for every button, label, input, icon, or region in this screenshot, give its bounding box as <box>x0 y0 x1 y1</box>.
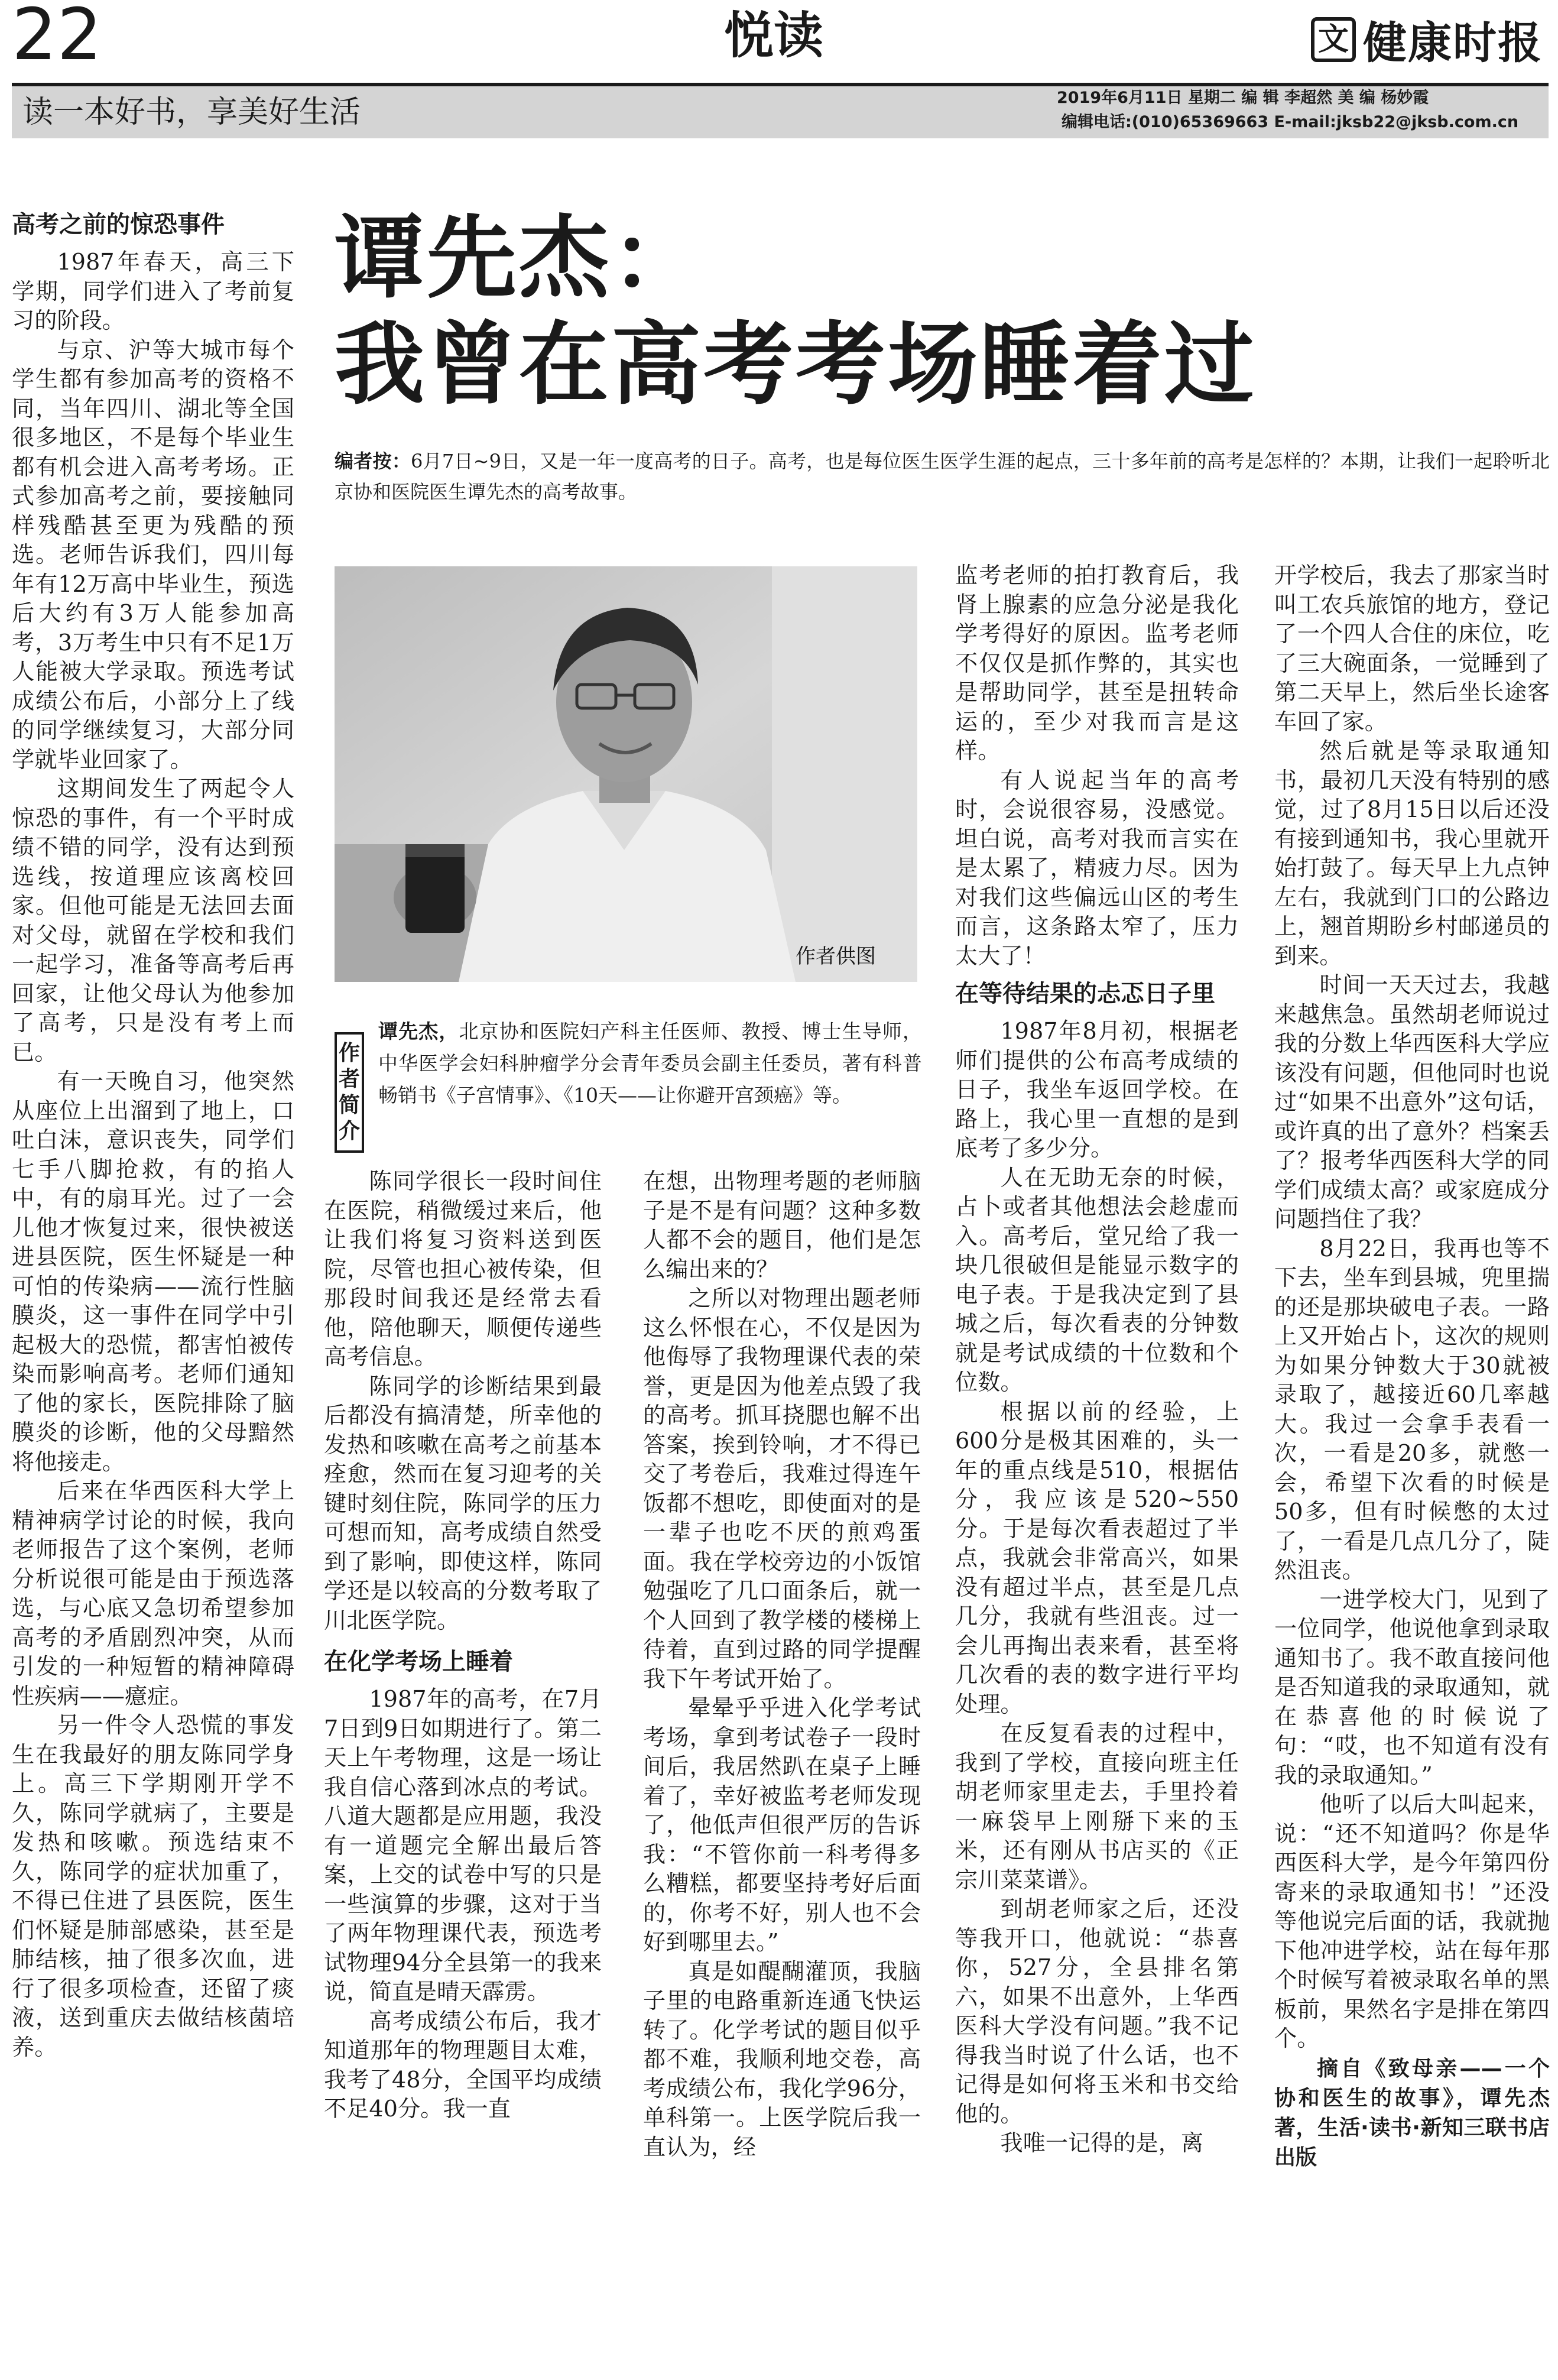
logo-mark-icon: 文 <box>1311 17 1356 62</box>
author-photo <box>335 566 917 982</box>
author-intro-label: 作者简介 <box>335 1032 364 1153</box>
subheading-2: 在化学考场上睡着 <box>324 1648 513 1675</box>
photo-credit: 作者供图 <box>796 945 876 968</box>
paragraph: 然后就是等录取通知书，最初几天没有特别的感觉，过了8月15日以后还没有接到通知书，我心里就开始打鼓了。每天早上九点钟左右，我就到门口的公路边上，翘首期盼乡村邮递员的到来。 <box>1274 738 1550 969</box>
source-note: 摘自《致母亲——一个协和医生的故事》，谭先杰著，生活·读书·新知三联书店出版 <box>1274 2056 1550 2170</box>
column-2 <box>324 1168 602 2125</box>
headline-line-2: 我曾在高考考场睡着过 <box>335 311 1257 417</box>
paragraph: 1987年8月初，根据老师们提供的公布高考成绩的日子，我坐车返回学校。在路上，我心里一直想的是到底考了多少分。 <box>955 1019 1239 1162</box>
column-3 <box>643 1168 921 2162</box>
paragraph: 人在无助无奈的时候，占卜或者其他想法会趁虚而入。高考后，堂兄给了我一块几很破但是能显示数字的电子表。于是我决定到了县城之后，每次看表的分钟数就是考试成绩的十位数和个位数。 <box>955 1165 1239 1396</box>
paragraph: 有一天晚自习，他突然从座位上出溜到了地上，口吐白沫，意识丧失，同学们七手八脚抢救，有的掐人中，有的扇耳光。过了一会儿他才恢复过来，很快被送进县医院，医生怀疑是一种可怕的传染病——流行性脑膜炎，这一事件在同学中引起极大的恐慌，都害怕被传染而影响高考。老师们通知了他的家长，医院排除了脑膜炎的诊断，他的父母黯然将他接走。 <box>12 1069 294 1476</box>
paragraph: 一进学校大门，见到了一位同学，他说他拿到录取通知书了。我不敢直接问他是否知道我的录取通知，就在恭喜他的时候说了句：“哎，也不知道有没有我的录取通知。” <box>1274 1587 1550 1789</box>
editor-note-label: 编者按： <box>335 450 411 472</box>
paragraph-continuation: 监考老师的拍打教育后，我肾上腺素的应急分泌是我化学考得好的原因。监考老师不仅仅是抓作弊的，其实也是帮助同学，甚至是扭转命运的，至少对我而言是这样。 <box>955 563 1239 764</box>
paragraph: 这期间发生了两起令人惊恐的事件，有一个平时成绩不错的同学，没有达到预选线，按道理应该离校回家。但他可能是无法回去面对父母，就留在学校和我们一起学习，准备等高考后再回家，让他父母认为他参加了高考，只是没有考上而已。 <box>12 776 294 1066</box>
author-portrait-illustration <box>335 566 917 982</box>
paragraph: 8月22日，我再也等不下去，坐车到县城，兜里揣的还是那块破电子表。一路上又开始占卜，这次的规则为如果分钟数大于30就被录取了，越接近60几率越大。我过一会拿手表看一次，一看是20多，就憋一会，希望下次看的时候是50多，但有时候憋的太过了，一看是几点几分了，陡然沮丧。 <box>1274 1236 1550 1584</box>
paragraph: 时间一天天过去，我越来越焦急。虽然胡老师说过我的分数上华西医科大学应该没有问题，但他同时也说过“如果不出意外”这句话，或许真的出了意外？档案丢了？报考华西医科大学的同学们成绩太高？或家庭成分问题挡住了我？ <box>1274 972 1550 1233</box>
paragraph-continuation: 开学校后，我去了那家当时叫工农兵旅馆的地方，登记了一个四人合住的床位，吃了三大碗面条，一觉睡到了第二天早上，然后坐长途客车回了家。 <box>1274 563 1550 735</box>
headline-line-1: 谭先杰： <box>335 205 703 310</box>
paragraph: 另一件令人恐慌的事发生在我最好的朋友陈同学身上。高三下学期刚开学不久，陈同学就病了，主要是发热和咳嗽。预选结束不久，陈同学的症状加重了，不得已住进了县医院，医生们怀疑是肺部感染，甚至是肺结核，抽了很多次血，进行了很多项检查，还留了痰液，送到重庆去做结核菌培养。 <box>12 1713 294 2061</box>
paragraph: 后来在华西医科大学上精神病学讨论的时候，我向老师报告了这个案例，老师分析说很可能是由于预选落选，与心底又急切希望参加高考的矛盾剧烈冲突，从而引发的一种短暂的精神障碍性疾病——癔症。 <box>12 1478 294 1710</box>
paragraph: 1987年的高考，在7月7日到9日如期进行了。第二天上午考物理，这是一场让我自信心落到冰点的考试。八道大题都是应用题，我没有一道题完全解出最后答案，上交的试卷中写的只是一些演算的步骤，这对于当了两年物理课代表，预选考试物理94分全县第一的我来说，简直是晴天霹雳。 <box>324 1687 602 2005</box>
slogan: 读一本好书，享美好生活 <box>22 95 361 130</box>
paragraph: 有人说起当年的高考时，会说很容易，没感觉。坦白说，高考对我而言实在是太累了，精疲力尽。因为对我们这些偏远山区的考生而言，这条路太窄了，压力太大了！ <box>955 767 1239 969</box>
date-editor-line: 2019年6月11日 星期二 编 辑 李超然 美 编 杨妙霞 <box>1057 89 1429 107</box>
subheading-1: 高考之前的惊恐事件 <box>12 211 225 238</box>
column-5 <box>1274 562 1550 2173</box>
paragraph: 晕晕乎乎进入化学考试考场，拿到考试卷子一段时间后，我居然趴在桌子上睡着了，幸好被监考老师发现了，他低声但很严厉的告诉我：“不管你前一科考得多么糟糕，都要坚持考好后面的，你考不好，别人也不会好到哪里去。” <box>643 1695 921 1956</box>
column-1 <box>12 207 294 2063</box>
paragraph: 与京、沪等大城市每个学生都有参加高考的资格不同，当年四川、湖北等全国很多地区，不是每个毕业生都有机会进入高考考场。正式参加高考之前，要接触同样残酷甚至更为残酷的预选。老师告诉我们，四川每年有12万高中毕业生，预选后大约有3万人能参加高考，3万考生中只有不足1万人能被大学录取。预选考试成绩公布后，小部分上了线的同学继续复习，大部分同学就毕业回家了。 <box>12 337 294 773</box>
logo-text: 健康时报 <box>1363 18 1543 69</box>
paragraph-continuation: 在想，出物理考题的老师脑子是不是有问题？这种多数人都不会的题目，他们是怎么编出来的？ <box>643 1169 921 1283</box>
author-name: 谭先杰， <box>378 1020 459 1043</box>
paragraph: 根据以前的经验，上600分是极其困难的，头一年的重点线是510，根据估分，我应该是520~550分。于是每次看表超过了半点，我就会非常高兴，如果没有超过半点，甚至是几点几分，我就有些沮丧。过一会儿再掏出表来看，甚至将几次看的表的数字进行平均处理。 <box>955 1399 1239 1718</box>
paragraph: 我唯一记得的是，离 <box>1000 2131 1204 2157</box>
paragraph: 陈同学很长一段时间住在医院，稍微缓过来后，他让我们将复习资料送到医院，尽管也担心被传染，但那段时间我还是经常去看他，陪他聊天，顺便传递些高考信息。 <box>324 1169 602 1370</box>
subheading-3: 在等待结果的忐忑日子里 <box>955 980 1215 1007</box>
newspaper-logo <box>1311 8 1543 71</box>
paragraph: 陈同学的诊断结果到最后都没有搞清楚，所幸他的发热和咳嗽在高考之前基本痊愈，然而在复习迎考的关键时刻住院，陈同学的压力可想而知，高考成绩自然受到了影响，即使这样，陈同学还是以较高的分数考取了川北医学院。 <box>324 1373 602 1634</box>
author-intro <box>378 1016 922 1111</box>
paragraph: 1987年春天，高三下学期，同学们进入了考前复习的阶段。 <box>12 249 294 334</box>
author-bio: 北京协和医院妇产科主任医师、教授、博士生导师，中华医学会妇科肿瘤学分会青年委员会副主任委员，著有科普畅销书《子宫情事》、《10天——让你避开宫颈癌》等。 <box>378 1020 923 1107</box>
section-title: 悦读 <box>724 7 824 64</box>
paragraph: 真是如醍醐灌顶，我脑子里的电路重新连通飞快运转了。化学考试的题目似乎都不难，我顺利地交卷，高考成绩公布，我化学96分，单科第一。上医学院后我一直认为，经 <box>643 1959 921 2161</box>
paragraph: 高考成绩公布后，我才知道那年的物理题目太难，我考了48分，全国平均成绩不足40分。我一直 <box>324 2008 602 2122</box>
paragraph: 他听了以后大叫起来，说：“还不知道吗？你是华西医科大学，是今年第四份寄来的录取通知书！”还没等他说完后面的话，我就抛下他冲进学校，站在每年那个时候写着被录取名单的黑板前，果然名字是排在第四个。 <box>1274 1792 1550 2052</box>
paragraph: 之所以对物理出题老师这么怀恨在心，不仅是因为他侮辱了我物理课代表的荣誉，更是因为他差点毁了我的高考。抓耳挠腮也解不出答案，挨到铃响，才不得已交了考卷后，我难过得连午饭都不想吃，即使面对的是一辈子也吃不厌的煎鸡蛋面。我在学校旁边的小饭馆勉强吃了几口面条后，就一个人回到了教学楼的楼梯上待着，直到过路的同学提醒我下午考试开始了。 <box>643 1286 921 1692</box>
paragraph: 到胡老师家之后，还没等我开口，他就说：“恭喜你，527分，全县排名第六，如果不出意外，上华西医科大学没有问题。”我不记得我当时说了什么话，也不记得是如何将玉米和书交给他的。 <box>955 1896 1239 2128</box>
contact-line: 编辑电话:(010)65369663 E-mail:jksb22@jksb.com.cn <box>1062 113 1519 131</box>
column-4 <box>955 562 1239 2159</box>
editor-note <box>335 446 1550 507</box>
editor-note-text: 6月7日~9日，又是一年一度高考的日子。高考，也是每位医生医学生涯的起点，三十多年前的高考是怎样的？本期，让我们一起聆听北京协和医院医生谭先杰的高考故事。 <box>335 450 1550 503</box>
page-number: 22 <box>12 0 102 76</box>
paragraph: 在反复看表的过程中，我到了学校，直接向班主任胡老师家里走去，手里拎着一麻袋早上刚掰下来的玉米，还有刚从书店买的《正宗川菜菜谱》。 <box>955 1721 1239 1893</box>
